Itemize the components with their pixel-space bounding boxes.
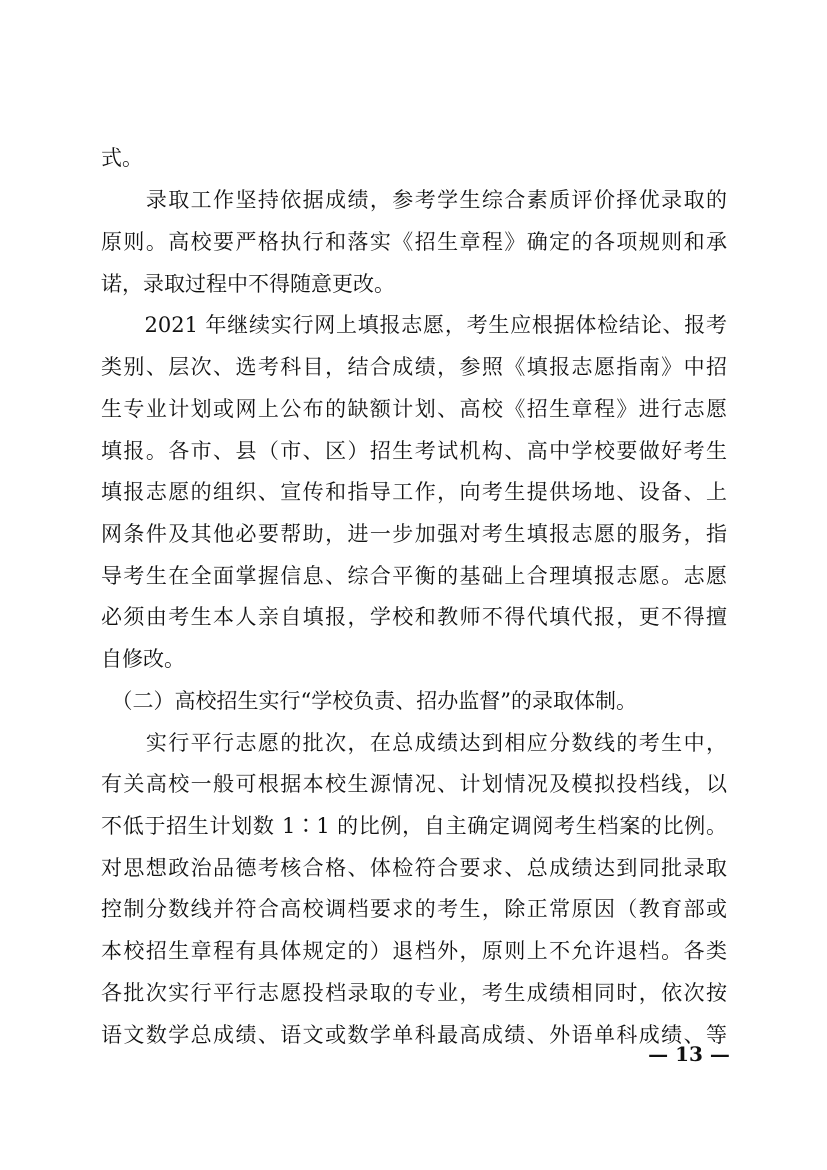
text-line: 自修改。 (101, 647, 185, 671)
text-line: 控制分数线并符合高校调档要求的考生，除正常原因（教育部或 (101, 897, 727, 921)
text-line: 填报。各市、县（市、区）招生考试机构、高中学校要做好考生 (101, 439, 727, 463)
text-line: 原则。高校要严格执行和落实《招生章程》确定的各项规则和承 (101, 230, 727, 254)
text-line: 必须由考生本人亲自填报，学校和教师不得代填代报，更不得擅 (101, 605, 727, 629)
text-line: 对思想政治品德考核合格、体检符合要求、总成绩达到同批录取 (101, 856, 727, 880)
text-line: 本校招生章程有具体规定的）退档外，原则上不允许退档。各类 (101, 939, 727, 963)
text-line: 诺，录取过程中不得随意更改。 (101, 272, 395, 296)
page-number: — 13 — (648, 1042, 730, 1066)
text-line: 实行平行志愿的批次，在总成绩达到相应分数线的考生中， (101, 731, 727, 755)
text-line: 类别、层次、选考科目，结合成绩，参照《填报志愿指南》中招 (101, 355, 727, 379)
text-line: 式。 (101, 146, 143, 170)
text-line: 语文数学总成绩、语文或数学单科最高成绩、外语单科成绩、等 (101, 1023, 727, 1047)
text-line: 各批次实行平行志愿投档录取的专业，考生成绩相同时，依次按 (101, 981, 727, 1005)
text-line: 导考生在全面掌握信息、综合平衡的基础上合理填报志愿。志愿 (101, 564, 727, 588)
text-line: 2021 年继续实行网上填报志愿，考生应根据体检结论、报考 (101, 313, 727, 337)
text-line: 填报志愿的组织、宣传和指导工作，向考生提供场地、设备、上 (101, 480, 727, 504)
text-line: 生专业计划或网上公布的缺额计划、高校《招生章程》进行志愿 (101, 397, 727, 421)
text-line: 有关高校一般可根据本校生源情况、计划情况及模拟投档线，以 (101, 772, 727, 796)
text-line: 录取工作坚持依据成绩，参考学生综合素质评价择优录取的 (101, 188, 727, 212)
text-line: 网条件及其他必要帮助，进一步加强对考生填报志愿的服务，指 (101, 522, 727, 546)
section-heading: （二）高校招生实行“学校负责、招办监督”的录取体制。 (101, 689, 637, 713)
text-line: 不低于招生计划数 1∶1 的比例，自主确定调阅考生档案的比例。 (101, 814, 727, 838)
